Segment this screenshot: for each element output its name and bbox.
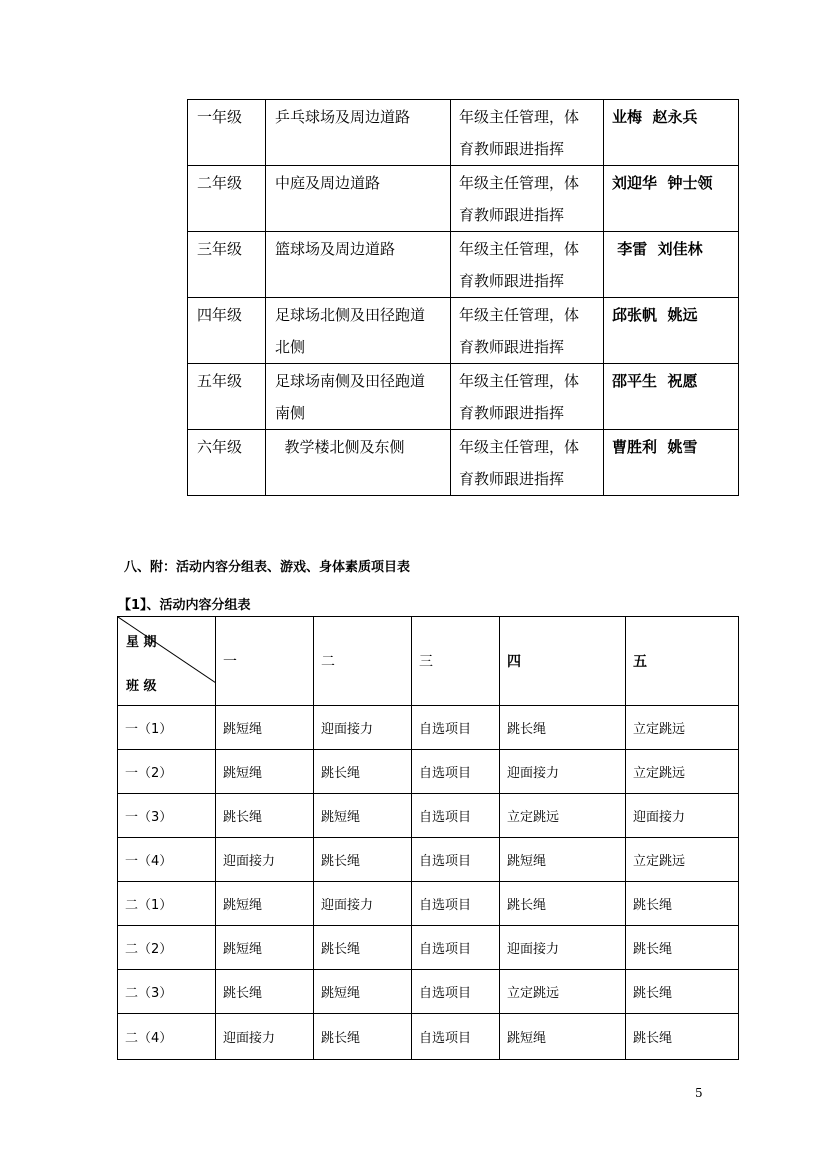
class-axis-label: 班 级 (126, 679, 157, 694)
area-row (188, 232, 739, 298)
area-cell (266, 298, 451, 364)
class-cell: 二（3） (118, 970, 216, 1014)
activity-cell: 立定跳远 (500, 970, 626, 1014)
day-header: 二 (314, 617, 412, 706)
management-line: 育教师跟进指挥 (459, 140, 565, 158)
activity-cell: 迎面接力 (216, 1014, 314, 1060)
activity-cell: 立定跳远 (626, 706, 739, 750)
class-cell: 一（3） (118, 794, 216, 838)
grade-label: 六年级 (197, 438, 243, 456)
grade-label: 五年级 (197, 372, 243, 390)
schedule-row (118, 926, 739, 970)
management-line: 育教师跟进指挥 (459, 206, 565, 224)
activity-cell: 跳短绳 (216, 926, 314, 970)
responsible-people: 业梅 赵永兵 (612, 108, 698, 126)
area-label: 篮球场及周边道路 (275, 240, 396, 258)
area-label-cont: 北侧 (275, 338, 306, 356)
responsible-people: 曹胜利 姚雪 (612, 438, 698, 456)
activity-cell: 立定跳远 (626, 838, 739, 882)
schedule-row (118, 970, 739, 1014)
activity-cell: 迎面接力 (216, 838, 314, 882)
people-cell (604, 364, 739, 430)
schedule-row (118, 838, 739, 882)
responsible-people: 李雷 刘佳林 (612, 240, 703, 258)
area-label: 乒乓球场及周边道路 (275, 108, 411, 126)
area-label: 教学楼北侧及东侧 (275, 438, 405, 456)
area-label: 足球场北侧及田径跑道 (275, 306, 426, 324)
activity-cell: 迎面接力 (500, 926, 626, 970)
activity-cell: 立定跳远 (626, 750, 739, 794)
responsible-people: 刘迎华 钟士领 (612, 174, 713, 192)
grade-label: 二年级 (197, 174, 243, 192)
management-line: 育教师跟进指挥 (459, 338, 565, 356)
diagonal-header-cell (118, 617, 216, 706)
responsible-people: 邵平生 祝愿 (612, 372, 698, 390)
activity-cell: 迎面接力 (314, 882, 412, 926)
area-row (188, 100, 739, 166)
management-line: 年级主任管理，体 (459, 108, 580, 126)
grade-cell (188, 430, 266, 496)
people-cell (604, 166, 739, 232)
schedule-row (118, 794, 739, 838)
area-row (188, 166, 739, 232)
day-header: 三 (412, 617, 500, 706)
page-number: 5 (695, 1086, 703, 1100)
activity-cell: 自选项目 (412, 838, 500, 882)
activity-cell: 跳长绳 (626, 970, 739, 1014)
management-line: 年级主任管理，体 (459, 174, 580, 192)
area-label: 足球场南侧及田径跑道 (275, 372, 426, 390)
schedule-row (118, 750, 739, 794)
people-cell (604, 100, 739, 166)
schedule-header-row (118, 617, 739, 706)
class-cell: 二（2） (118, 926, 216, 970)
area-assignment-table (187, 99, 739, 496)
people-cell (604, 430, 739, 496)
day-header: 四 (500, 617, 626, 706)
area-row (188, 364, 739, 430)
class-cell: 一（4） (118, 838, 216, 882)
people-cell (604, 232, 739, 298)
management-cell (451, 166, 604, 232)
grade-cell (188, 364, 266, 430)
area-row (188, 430, 739, 496)
activity-cell: 跳短绳 (216, 750, 314, 794)
management-cell (451, 430, 604, 496)
management-line: 年级主任管理，体 (459, 240, 580, 258)
management-line: 年级主任管理，体 (459, 306, 580, 324)
people-cell (604, 298, 739, 364)
area-label: 中庭及周边道路 (275, 174, 381, 192)
activity-cell: 跳长绳 (626, 926, 739, 970)
grade-cell (188, 232, 266, 298)
activity-cell: 自选项目 (412, 1014, 500, 1060)
activity-cell: 跳长绳 (314, 750, 412, 794)
management-line: 育教师跟进指挥 (459, 404, 565, 422)
section-heading: 八、附：活动内容分组表、游戏、身体素质项目表 (124, 560, 411, 575)
activity-cell: 立定跳远 (500, 794, 626, 838)
activity-cell: 跳长绳 (314, 926, 412, 970)
schedule-row (118, 1014, 739, 1060)
management-line: 年级主任管理，体 (459, 372, 580, 390)
area-cell (266, 430, 451, 496)
management-cell (451, 232, 604, 298)
area-cell (266, 232, 451, 298)
activity-cell: 跳长绳 (216, 970, 314, 1014)
activity-cell: 自选项目 (412, 882, 500, 926)
sub-heading: 【1】、活动内容分组表 (118, 598, 251, 613)
responsible-people: 邱张帆 姚远 (612, 306, 698, 324)
management-cell (451, 364, 604, 430)
grade-label: 三年级 (197, 240, 243, 258)
activity-cell: 跳长绳 (314, 838, 412, 882)
management-line: 育教师跟进指挥 (459, 272, 565, 290)
grade-cell (188, 166, 266, 232)
activity-cell: 跳长绳 (500, 882, 626, 926)
activity-cell: 自选项目 (412, 706, 500, 750)
activity-cell: 自选项目 (412, 970, 500, 1014)
weekday-axis-label: 星 期 (126, 635, 157, 650)
area-label-cont: 南侧 (275, 404, 306, 422)
activity-cell: 跳短绳 (500, 838, 626, 882)
area-cell (266, 364, 451, 430)
activity-schedule-table (117, 616, 739, 1060)
area-cell (266, 166, 451, 232)
activity-cell: 跳长绳 (314, 1014, 412, 1060)
grade-cell (188, 298, 266, 364)
activity-cell: 跳短绳 (500, 1014, 626, 1060)
activity-cell: 迎面接力 (626, 794, 739, 838)
activity-cell: 跳短绳 (314, 970, 412, 1014)
activity-cell: 跳长绳 (216, 794, 314, 838)
activity-cell: 跳长绳 (500, 706, 626, 750)
activity-cell: 自选项目 (412, 794, 500, 838)
schedule-row (118, 706, 739, 750)
day-header: 一 (216, 617, 314, 706)
class-cell: 一（2） (118, 750, 216, 794)
class-cell: 二（1） (118, 882, 216, 926)
management-line: 年级主任管理，体 (459, 438, 580, 456)
activity-cell: 跳短绳 (216, 882, 314, 926)
area-cell (266, 100, 451, 166)
activity-cell: 自选项目 (412, 926, 500, 970)
activity-cell: 跳长绳 (626, 1014, 739, 1060)
activity-cell: 迎面接力 (500, 750, 626, 794)
grade-cell (188, 100, 266, 166)
activity-cell: 跳短绳 (216, 706, 314, 750)
activity-cell: 跳长绳 (626, 882, 739, 926)
activity-cell: 迎面接力 (314, 706, 412, 750)
management-cell (451, 100, 604, 166)
grade-label: 四年级 (197, 306, 243, 324)
activity-cell: 跳短绳 (314, 794, 412, 838)
grade-label: 一年级 (197, 108, 243, 126)
management-line: 育教师跟进指挥 (459, 470, 565, 488)
class-cell: 一（1） (118, 706, 216, 750)
area-row (188, 298, 739, 364)
management-cell (451, 298, 604, 364)
day-header: 五 (626, 617, 739, 706)
activity-cell: 自选项目 (412, 750, 500, 794)
class-cell: 二（4） (118, 1014, 216, 1060)
schedule-row (118, 882, 739, 926)
